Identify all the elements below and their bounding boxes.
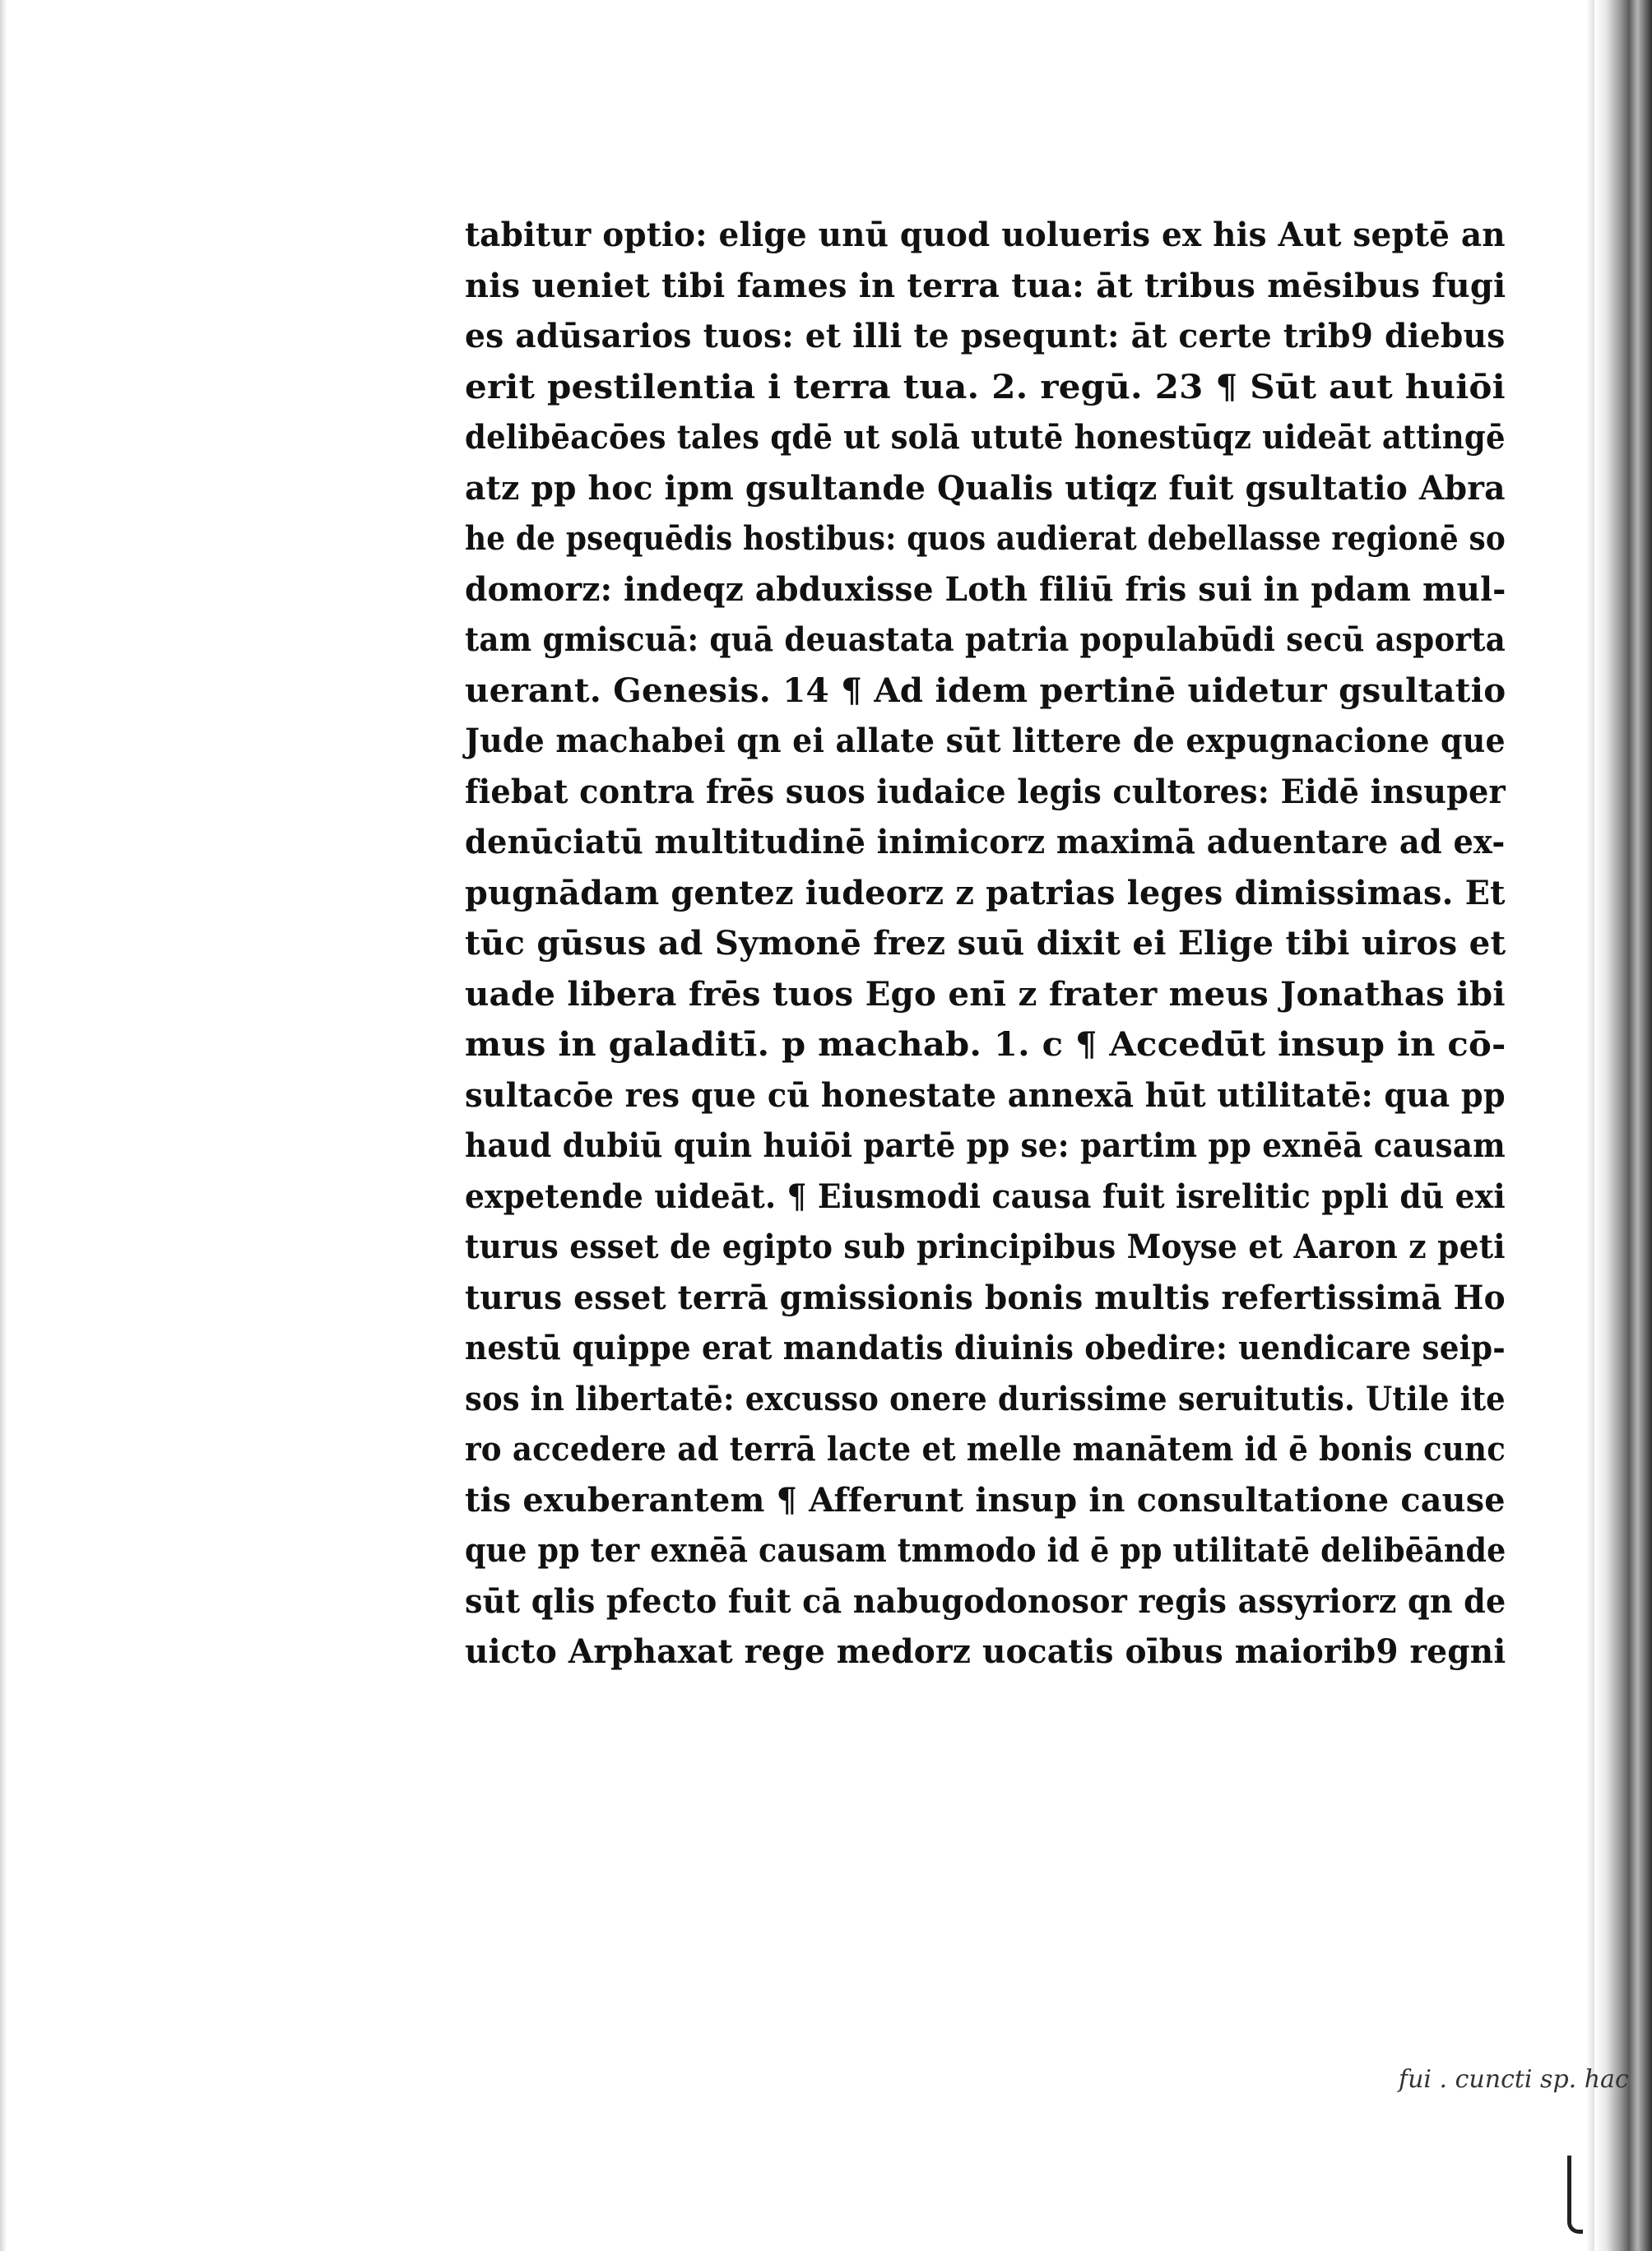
text-line: tam gmiscuā: quā deuastata patria populabūdi secū asporta (465, 620, 1506, 659)
text-line: erit pestilentia i terra tua. 2. regū. 23 ¶ Sūt aut huiōi (465, 367, 1506, 406)
page-gutter-shadow (1586, 0, 1594, 2251)
text-line: nis ueniet tibi fames in terra tua: āt tribus mēsibus fugi (465, 266, 1506, 305)
text-line: atz pp hoc ipm gsultande Qualis utiqz fuit gsultatio Abra (465, 468, 1506, 508)
text-line: sos in libertatē: excusso onere durissime seruitutis. Utile ite (465, 1379, 1506, 1418)
text-line: nestū quippe erat mandatis diuinis obedire: uendicare seip- (465, 1329, 1506, 1367)
text-block (465, 210, 1506, 1678)
text-line: domorz: indeqz abduxisse Loth filiū fris sui in pdam mul- (465, 569, 1506, 609)
book-edge (1594, 0, 1652, 2251)
text-line: mus in galaditī. p machab. 1. c ¶ Accedūt insup in cō- (465, 1025, 1506, 1064)
text-line: tis exuberantem ¶ Afferunt insup in consultatione cause (465, 1480, 1506, 1520)
scan-left-edge (0, 0, 7, 2251)
margin-note: fui . cuncti sp. hac (1399, 2065, 1629, 2094)
text-line: haud dubiū quin huiōi partē pp se: partim pp exnēā causam (465, 1126, 1506, 1165)
text-line: turus esset terrā gmissionis bonis multis refertissimā Ho (465, 1278, 1506, 1317)
text-line: uerant. Genesis. 14 ¶ Ad idem pertinē uidetur gsultatio (465, 671, 1506, 710)
text-line: turus esset de egipto sub principibus Moyse et Aaron z peti (465, 1228, 1506, 1266)
text-line: expetende uideāt. ¶ Eiusmodi causa fuit isrelitic ppli dū exi (465, 1177, 1506, 1216)
text-line: uicto Arphaxat rege medorz uocatis oībus maiorib9 regni (465, 1632, 1506, 1671)
text-line: denūciatū multitudinē inimicorz maximā aduentare ad ex- (465, 823, 1506, 861)
text-line: sūt qlis pfecto fuit cā nabugodonosor regis assyriorz qn de (465, 1581, 1506, 1621)
text-line: uade libera frēs tuos Ego enī z frater meus Jonathas ibi (465, 974, 1506, 1014)
text-line: delibēacōes tales qdē ut solā ututē honestūqz uideāt attingē (465, 418, 1506, 457)
text-line: sultacōe res que cū honestate annexā hūt utilitatē: qua pp (465, 1075, 1506, 1115)
text-line: es adūsarios tuos: et illi te psequnt: āt certe trib9 diebus (465, 317, 1506, 355)
text-line: ro accedere ad terrā lacte et melle manātem id ē bonis cunc (465, 1430, 1506, 1469)
margin-bracket-mark (1567, 2156, 1583, 2234)
text-line: he de psequēdis hostibus: quos audierat debellasse regionē so (465, 519, 1506, 558)
text-line: tūc gūsus ad Symonē frez suū dixit ei Elige tibi uiros et (465, 924, 1506, 963)
text-line: pugnādam gentez iudeorz z patrias leges dimissimas. Et (465, 873, 1506, 912)
text-line: fiebat contra frēs suos iudaice legis cultores: Eidē insuper (465, 772, 1506, 811)
text-line: Jude machabei qn ei allate sūt littere de expugnacione que (465, 722, 1506, 760)
text-line: tabitur optio: elige unū quod uolueris ex his Aut septē an (465, 216, 1506, 254)
text-line: que pp ter exnēā causam tmmodo id ē pp utilitatē delibēānde (465, 1531, 1506, 1570)
